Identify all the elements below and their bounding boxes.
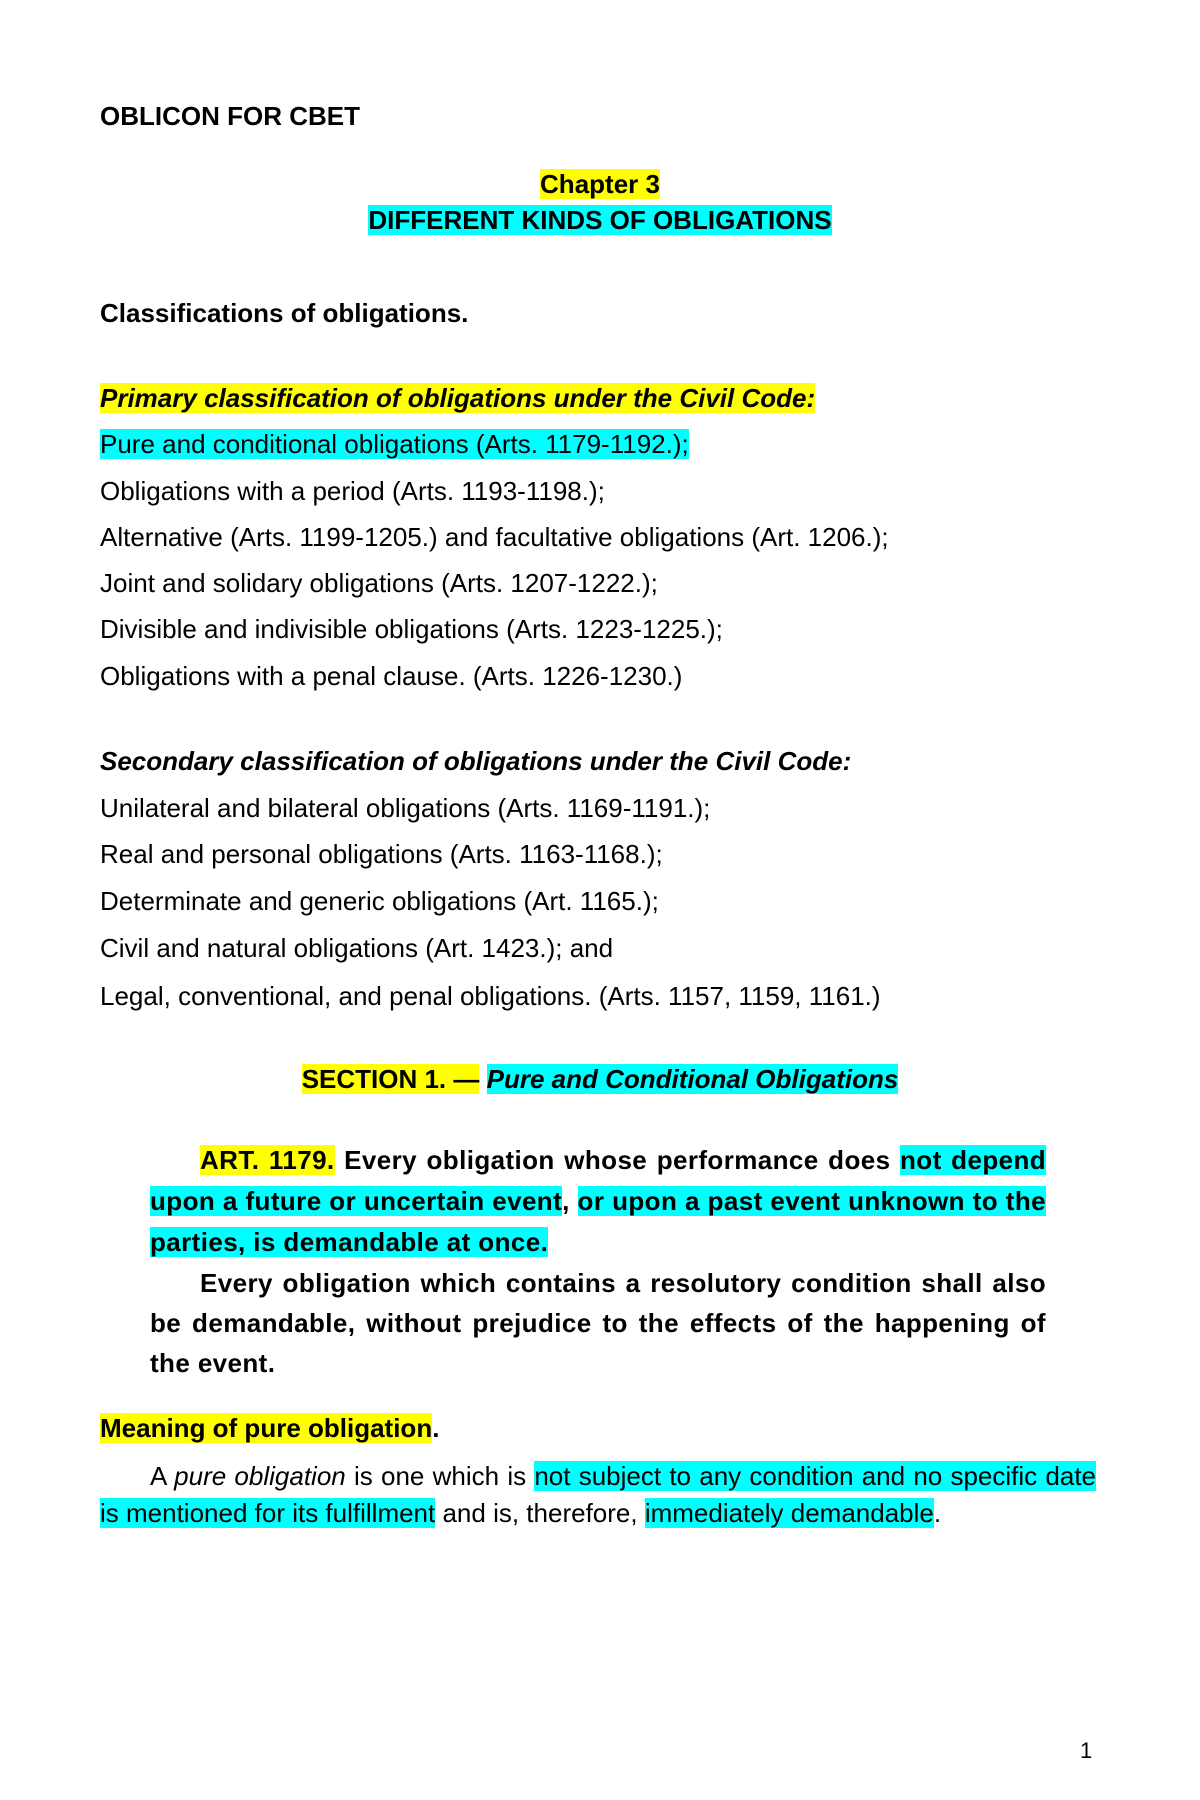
secondary-heading: Secondary classification of obligations under the Civil Code: [100,746,852,776]
list-item: Divisible and indivisible obligations (Arts. 1223-1225.); [100,614,723,644]
chapter-number: Chapter 3 [540,169,660,199]
meaning-heading: Meaning of pure obligation. [100,1413,440,1443]
list-item: Determinate and generic obligations (Art. 1165.); [100,886,659,916]
list-item: Obligations with a period (Arts. 1193-1198.); [100,476,605,506]
list-item: Real and personal obligations (Arts. 1163-1168.); [100,839,663,869]
page-number: 1 [1080,1738,1093,1763]
article-paragraph-1: ART. 1179. Every obligation whose performance does not depend upon a future or uncertain event, or upon a past event unknown to the parties, is demandable at once. [150,1145,1047,1257]
list-item: Joint and solidary obligations (Arts. 1207-1222.); [100,568,658,598]
section-heading: SECTION 1. — Pure and Conditional Obligations [301,1064,899,1094]
list-item: Alternative (Arts. 1199-1205.) and facultative obligations (Art. 1206.); [100,522,889,552]
list-item: Unilateral and bilateral obligations (Arts. 1169-1191.); [100,793,711,823]
article-1179 [150,1140,1046,1383]
list-item: Legal, conventional, and penal obligations. (Arts. 1157, 1159, 1161.) [100,981,881,1011]
list-item: Civil and natural obligations (Art. 1423.); and [100,933,614,963]
chapter-title: DIFFERENT KINDS OF OBLIGATIONS [368,205,832,235]
pure-obligation-definition: A pure obligation is one which is not subject to any condition and no specific date is mentioned for its fulfillment and is, therefore, immediately demandable. [100,1461,1097,1528]
document-title: OBLICON FOR CBET [100,101,360,131]
list-item: Obligations with a penal clause. (Arts. 1226-1230.) [100,661,683,691]
article-paragraph-2: Every obligation which contains a resolutory condition shall also be demandable, without prejudice to the effects of the happening of the event. [150,1268,1046,1378]
primary-heading: Primary classification of obligations under the Civil Code: [100,383,816,413]
classifications-heading: Classifications of obligations. [100,298,469,328]
list-item: Pure and conditional obligations (Arts. 1179-1192.); [100,429,689,459]
